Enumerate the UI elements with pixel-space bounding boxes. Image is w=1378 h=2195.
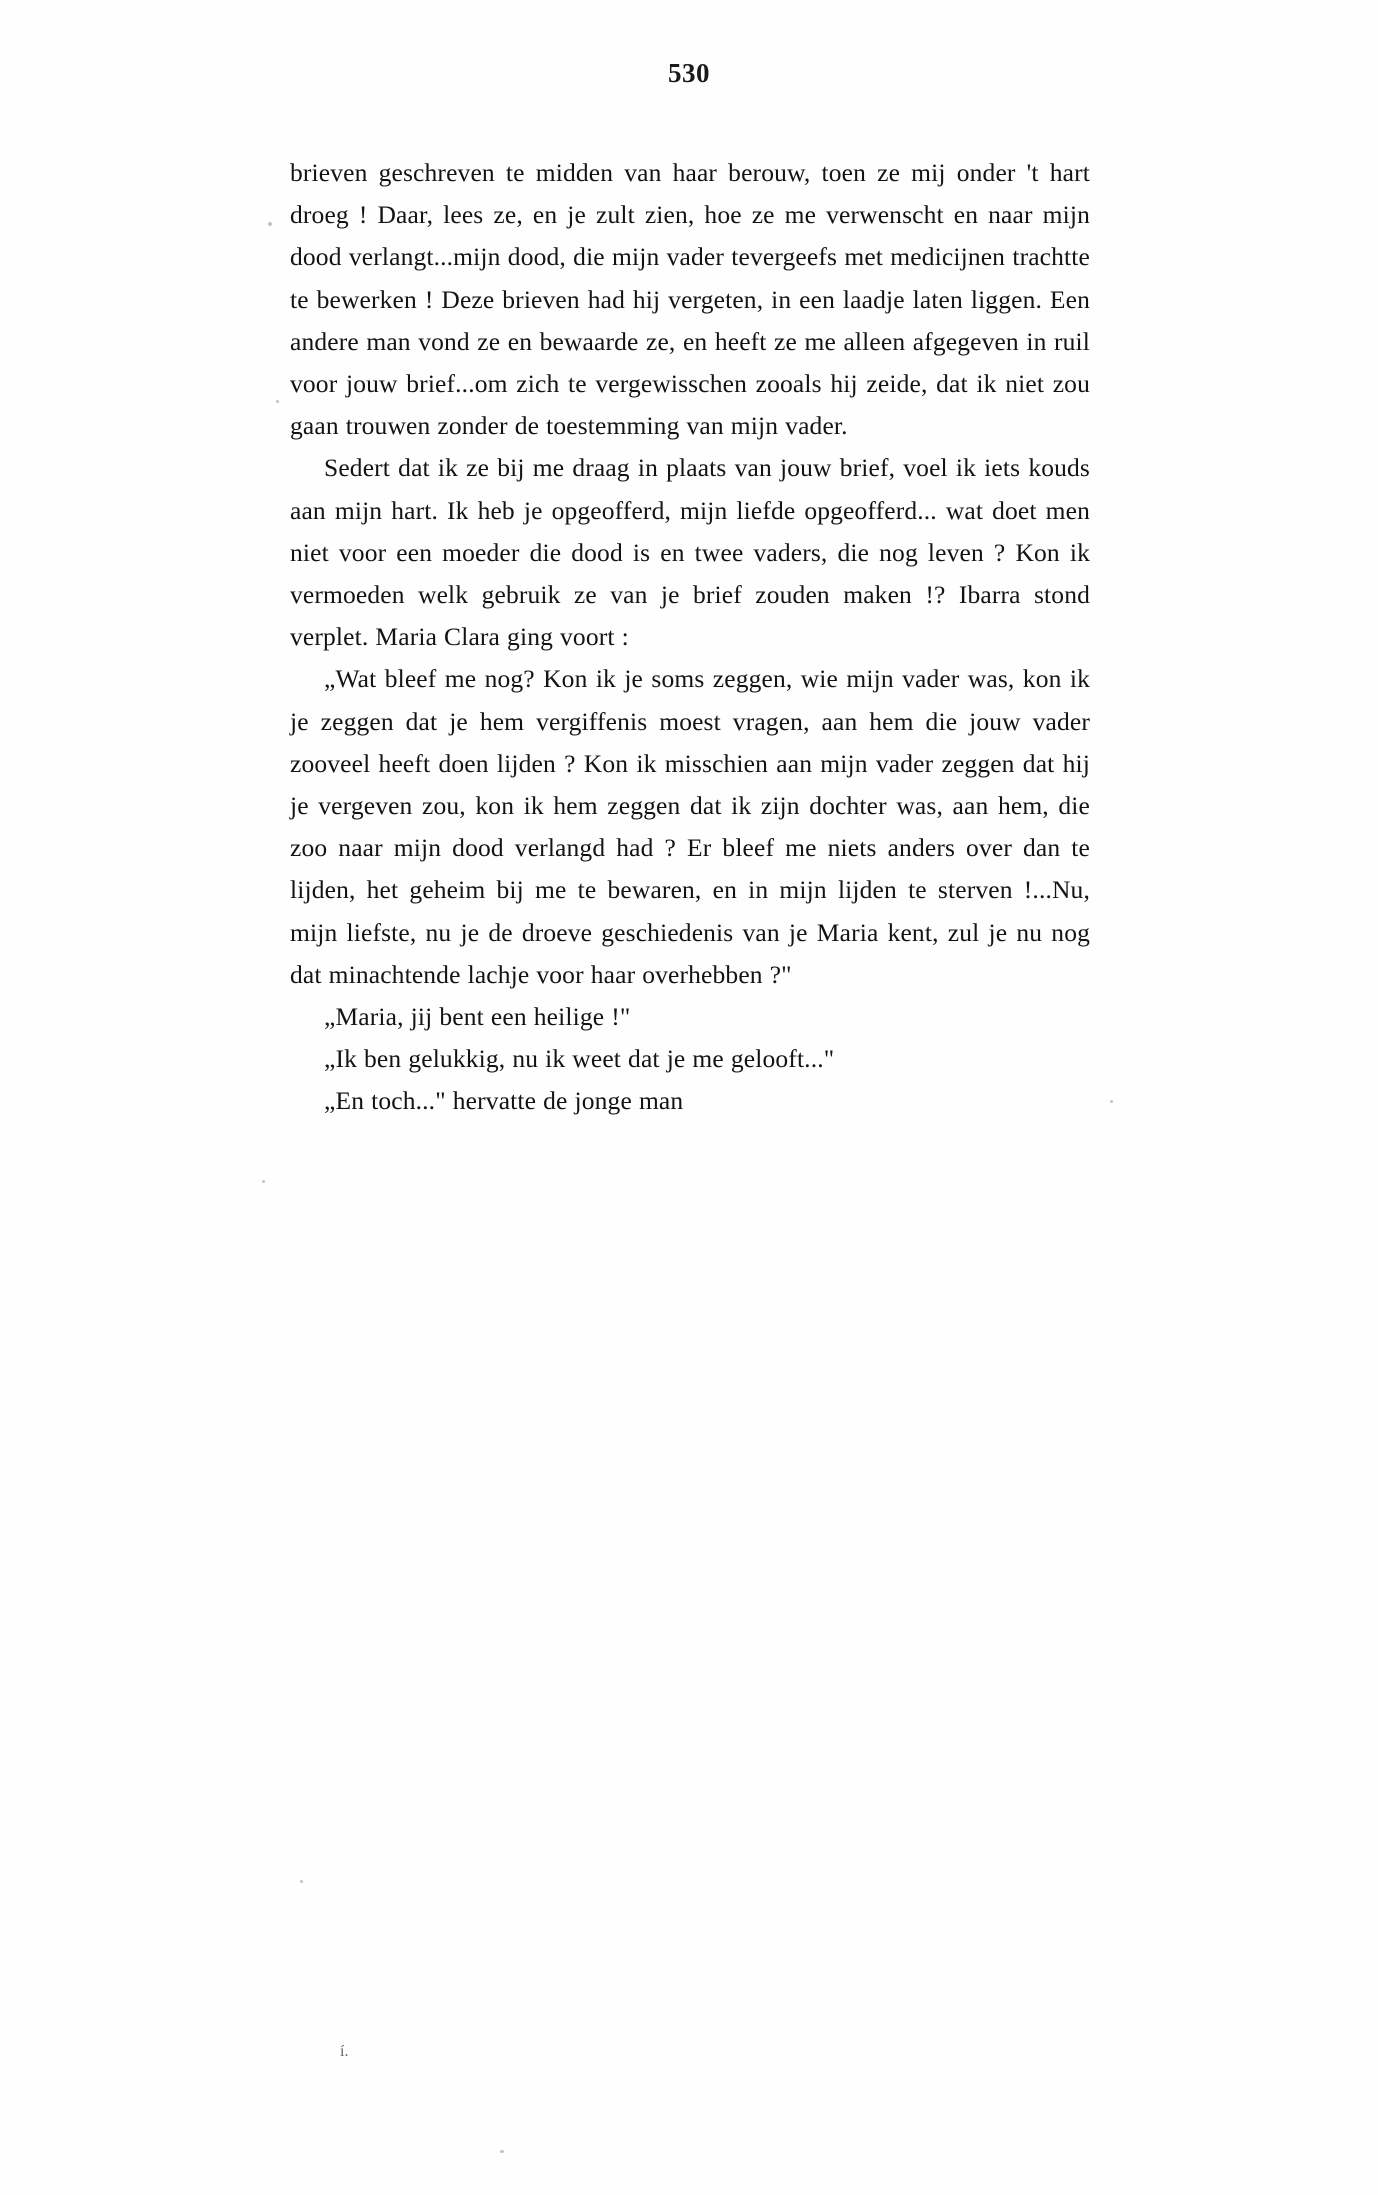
paragraph: „Wat bleef me nog? Kon ik je soms zeggen, wie mijn vader was, kon ik je zeggen dat je hem vergiffenis moest vragen, aan hem die jouw vader zooveel heeft doen lijden ? Kon ik misschien aan mijn vader zeggen dat hij je vergeven zou, kon ik hem zeggen dat ik zijn dochter was, aan hem, die zoo naar mijn dood verlangd had ? Er bleef me niets anders over dan te lijden, het geheim bij me te bewaren, en in mijn lijden te sterven !...Nu, mijn liefste, nu je de droeve geschiedenis van je Maria kent, zul je nu nog dat minachtende lachje voor haar overhebben ?" xyxy=(290,664,1090,989)
scan-speckle xyxy=(262,1180,265,1183)
scan-speckle xyxy=(500,2150,504,2153)
page-foot-mark: í. xyxy=(340,2043,349,2060)
page-number: 530 xyxy=(668,58,710,88)
scan-speckle xyxy=(268,222,272,226)
paragraph: „Ik ben gelukkig, nu ik weet dat je me gelooft..." xyxy=(324,1044,835,1074)
scan-speckle xyxy=(276,400,279,403)
paragraph: Sedert dat ik ze bij me draag in plaats van jouw brief, voel ik iets kouds aan mijn hart. Ik heb je opgeofferd, mijn liefde opgeofferd... wat doet men niet voor een moeder die dood is en twee vaders, die nog leven ? Kon ik vermoeden welk gebruik ze van je brief zouden maken !? Ibarra stond verplet. Maria Clara ging voort : xyxy=(290,453,1090,652)
scan-speckle xyxy=(300,1880,303,1883)
paragraph: brieven geschreven te midden van haar berouw, toen ze mij onder 't hart droeg ! Daar, lees ze, en je zult zien, hoe ze me verwenscht en naar mijn dood verlangt...mijn dood, die mijn vader tevergeefs met medicijnen trachtte te bewerken ! Deze brieven had hij vergeten, in een laadje laten liggen. Een andere man vond ze en bewaarde ze, en heeft ze me alleen afgegeven in ruil voor jouw brief...om zich te vergewisschen zooals hij zeide, dat ik niet zou gaan trouwen zonder de toestemming van mijn vader. xyxy=(290,158,1090,441)
paragraph: „Maria, jij bent een heilige !" xyxy=(324,1002,631,1032)
body-text-column xyxy=(290,152,1090,1123)
paragraph: „En toch..." hervatte de jonge man xyxy=(324,1086,684,1116)
scan-speckle xyxy=(1110,1100,1113,1103)
